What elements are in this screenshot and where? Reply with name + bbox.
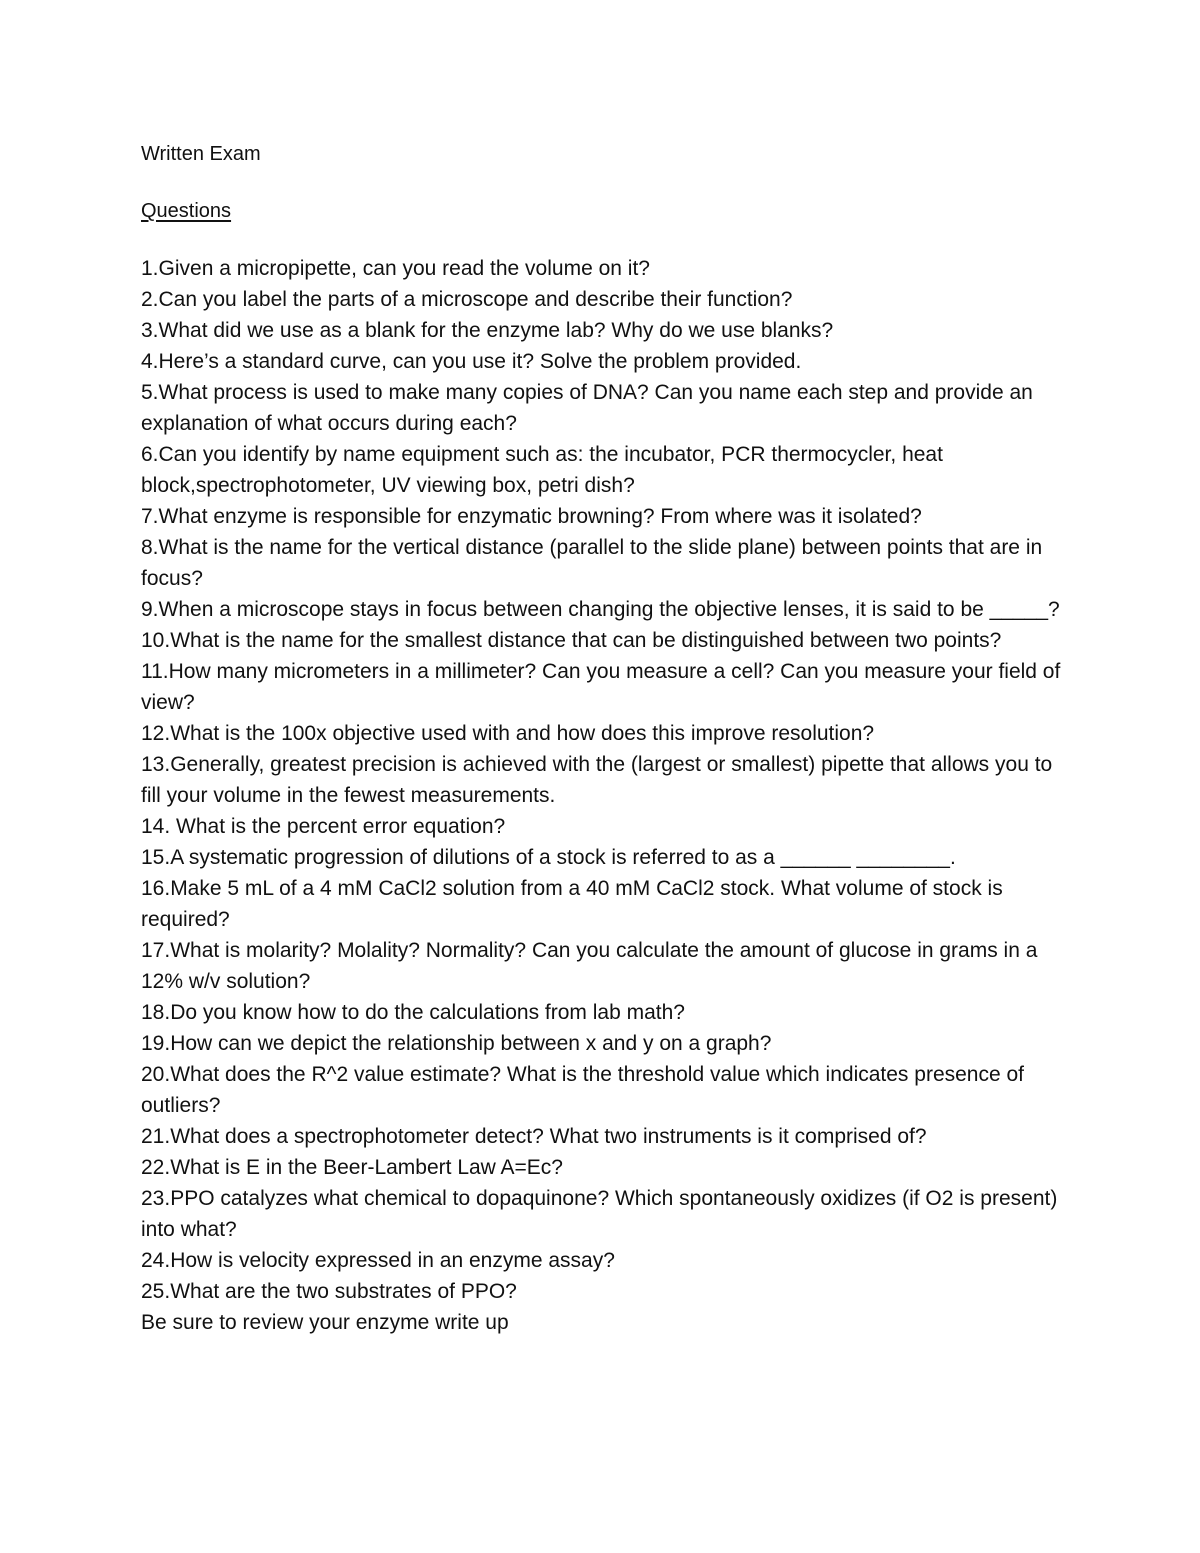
question-item: 25.What are the two substrates of PPO? bbox=[141, 1280, 517, 1303]
question-item: 23.PPO catalyzes what chemical to dopaquinone? Which spontaneously oxidizes (if O2 is present) into what? bbox=[141, 1187, 1058, 1241]
question-item: 24.How is velocity expressed in an enzyme assay? bbox=[141, 1249, 615, 1272]
question-item: 14. What is the percent error equation? bbox=[141, 815, 506, 838]
question-item: 6.Can you identify by name equipment such as: the incubator, PCR thermocycler, heat block,spectrophotometer, UV viewing box, petri dish? bbox=[141, 443, 943, 497]
question-item: 13.Generally, greatest precision is achieved with the (largest or smallest) pipette that allows you to fill your volume in the fewest measurements. bbox=[141, 753, 1053, 807]
closing-note: Be sure to review your enzyme write up bbox=[141, 1311, 509, 1334]
question-item: 22.What is E in the Beer-Lambert Law A=Ec? bbox=[141, 1156, 563, 1179]
question-item: 1.Given a micropipette, can you read the volume on it? bbox=[141, 257, 650, 280]
question-item: 11.How many micrometers in a millimeter? Can you measure a cell? Can you measure your field of view? bbox=[141, 660, 1061, 714]
question-item: 7.What enzyme is responsible for enzymatic browning? From where was it isolated? bbox=[141, 505, 922, 528]
question-item: 10.What is the name for the smallest distance that can be distinguished between two points? bbox=[141, 629, 1002, 652]
question-item: 17.What is molarity? Molality? Normality? Can you calculate the amount of glucose in grams in a 12% w/v solution? bbox=[141, 939, 1038, 993]
document-body bbox=[141, 139, 1061, 1338]
question-item: 3.What did we use as a blank for the enzyme lab? Why do we use blanks? bbox=[141, 319, 834, 342]
question-item: 8.What is the name for the vertical distance (parallel to the slide plane) between points that are in focus? bbox=[141, 536, 1043, 590]
questions-heading: Questions bbox=[141, 200, 232, 222]
question-item: 9.When a microscope stays in focus between changing the objective lenses, it is said to be _____? bbox=[141, 598, 1060, 621]
question-item: 12.What is the 100x objective used with and how does this improve resolution? bbox=[141, 722, 875, 745]
question-item: 15.A systematic progression of dilutions of a stock is referred to as a ______ ________. bbox=[141, 846, 956, 869]
document-title: Written Exam bbox=[141, 143, 261, 165]
questions-list bbox=[141, 253, 1061, 1307]
question-item: 19.How can we depict the relationship between x and y on a graph? bbox=[141, 1032, 772, 1055]
question-item: 2.Can you label the parts of a microscope and describe their function? bbox=[141, 288, 793, 311]
question-item: 16.Make 5 mL of a 4 mM CaCl2 solution from a 40 mM CaCl2 stock. What volume of stock is required? bbox=[141, 877, 1003, 931]
question-item: 18.Do you know how to do the calculations from lab math? bbox=[141, 1001, 685, 1024]
question-item: 4.Here’s a standard curve, can you use it? Solve the problem provided. bbox=[141, 350, 802, 373]
question-item: 5.What process is used to make many copies of DNA? Can you name each step and provide an explanation of what occurs during each? bbox=[141, 381, 1033, 435]
question-item: 20.What does the R^2 value estimate? What is the threshold value which indicates presence of outliers? bbox=[141, 1063, 1025, 1117]
question-item: 21.What does a spectrophotometer detect? What two instruments is it comprised of? bbox=[141, 1125, 927, 1148]
